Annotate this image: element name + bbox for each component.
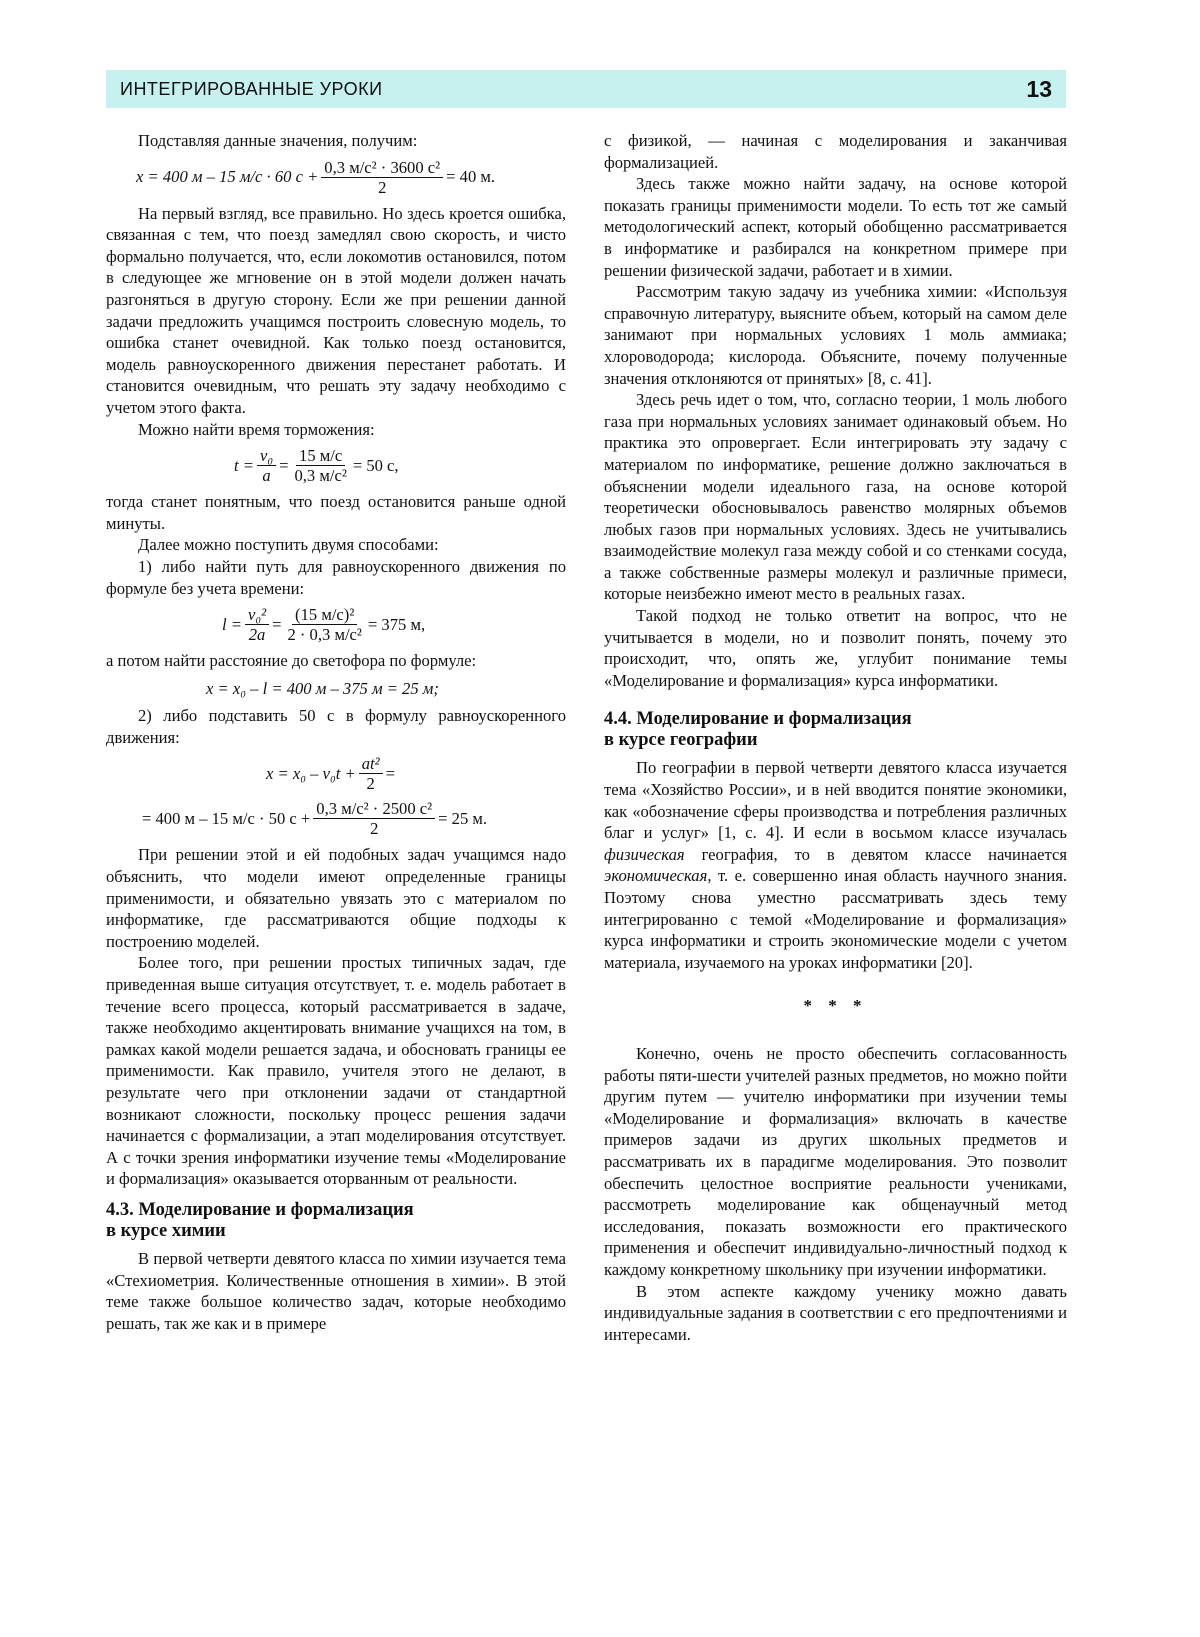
fraction (257, 446, 276, 485)
fraction-denominator: 2 (378, 177, 387, 197)
fraction (245, 605, 269, 644)
equation (106, 605, 566, 644)
paragraph: Рассмотрим такую задачу из учебника химии: «Используя справочную литературу, выясните объем, который на самом деле занимают при нормальных условиях 1 моль аммиака; хлороводорода; кислорода. Объясните, почему полученные значения отклоняются от принятых» [8, с. 41]. (604, 282, 1067, 388)
eq-term: x = 400 м – 15 м/с · 60 с + (136, 167, 319, 187)
paragraph: Более того, при решении простых типичных задач, где приведенная выше ситуация отсутствует, т. е. модель работает в течение всего процесса, который рассматривается в задаче, также необходимо акцентировать внимание учащихся на том, в рамках какой модели решается задача, и обосновать границы ее применимости. Как правило, учителя этого не делают, в результате чего при отклонении задачи от стандартной возникают сложности, поскольку процесс решения задачи начинается с формализации, а этап моделирования отсутствует. А с точки зрения информатики изучение темы «Моделирование и формализация» оказывается оторванным от реальности. (106, 953, 566, 1189)
paragraph: 1) либо найти путь для равноускоренного движения по формуле без учета времени: (106, 556, 566, 598)
eq-term: t = (234, 455, 254, 475)
paragraph: а потом найти расстояние до светофора по формуле: (106, 651, 477, 671)
section-title: ИНТЕГРИРОВАННЫЕ УРОКИ (120, 78, 383, 99)
fraction (284, 605, 364, 644)
paragraph: При решении этой и ей подобных задач учащимся надо объяснить, что модели имеют определенные границы применимости, и обязательно увязать это с материалом по информатике, где рассматриваются общие подходы к построению моделей. (106, 845, 566, 951)
eq-term: = 400 м – 15 м/с · 50 с + (142, 809, 311, 829)
fraction-denominator: 2 · 0,3 м/с² (287, 625, 362, 645)
fraction-numerator: (15 м/с)² (292, 605, 357, 625)
paragraph: На первый взгляд, все правильно. Но здесь кроется ошибка, связанная с тем, что поезд замедлял свою скорость, и чисто формально получается, что, если локомотив остановился, потом в следующее же мгновение он в этой модели должен начать разгоняться в другую сторону. Если же при решении данной задачи предложить учащимся построить словесную модель, то ошибка станет очевидной. Как только поезд остановится, модель равноускоренного движения перестанет работать. И становится очевидным, что решать эту задачу необходимо с учетом этого факта. (106, 203, 566, 417)
paragraph: Далее можно поступить двумя способами: (138, 535, 439, 555)
equation (106, 799, 566, 838)
paragraph: Такой подход не только ответит на вопрос, что не учитывается в модели, но и позволит понять, почему это происходит, что, опять же, углубит понимание темы «Моделирование и формализация» курса информатики. (604, 606, 1067, 690)
equation (106, 158, 566, 197)
emphasis: физическая (604, 844, 685, 864)
paragraph: с физикой, — начиная с моделирования и заканчивая формализацией. (604, 131, 1067, 172)
running-header (106, 70, 1066, 108)
section-break-stars: * * * (803, 996, 868, 1016)
equation (106, 446, 566, 485)
text-run: По географии в первой четверти девятого класса изучается тема «Хозяйство России», и в ней вводится понятие экономики, как «обозначение сферы производства и потребления различных благ и услуг» [1, с. 4]. И если в восьмом классе изучалась (604, 758, 1067, 843)
right-column (604, 130, 1067, 1345)
fraction-numerator: 0,3 м/с² · 3600 с² (321, 158, 443, 178)
fraction (291, 446, 349, 485)
paragraph: тогда станет понятным, что поезд остановится раньше одной минуты. (106, 492, 566, 533)
paragraph: Подставляя данные значения, получим: (138, 131, 418, 150)
fraction-denominator: 0,3 м/с² (294, 466, 347, 486)
eq-term: = (272, 614, 282, 634)
heading-line: 4.3. Моделирование и формализация (106, 1199, 414, 1220)
fraction-denominator: 2 (370, 819, 379, 839)
fraction-numerator: v₀ (257, 446, 276, 466)
paragraph: В первой четверти девятого класса по химии изучается тема «Стехиометрия. Количественные отношения в химии». В этой теме также большое количество задач, которые необходимо решать, так же как и в примере (106, 1248, 566, 1333)
fraction-denominator: a (262, 466, 271, 486)
fraction-numerator: 0,3 м/с² · 2500 с² (313, 799, 435, 819)
fraction-numerator: v₀² (245, 605, 269, 625)
fraction (359, 754, 383, 793)
eq-term: = 25 м. (438, 809, 488, 829)
eq-term: x = x₀ – l = 400 м – 375 м = 25 м; (206, 678, 439, 698)
text-run: , т. е. совершенно иная область научного знания. Поэтому снова уместно рассматривать здесь тему интегрированно с темой «Моделирование и формализация» курса информатики и строить экономические модели с учетом материала, изучаемого на уроках информатики [20]. (604, 866, 1067, 972)
paragraph: Здесь также можно найти задачу, на основе которой показать границы применимости модели. То есть тот же самый методологический аспект, который обобщенно рассматривается в информатике и разбирался на конкретном примере при решении физической задачи, работает и в химии. (604, 174, 1067, 280)
fraction-numerator: 15 м/с (296, 446, 345, 466)
equation (106, 754, 566, 793)
paragraph: Здесь речь идет о том, что, согласно теории, 1 моль любого газа при нормальных условиях занимает одинаковый объем. Но практика это опровергает. Если интегрировать эту задачу с материалом по информатике, решение должно заключаться в объяснении модели идеального газа, на основе которой теоретически обосновывалось равенство молярных объемов любых газов при нормальных условиях. Здесь не учитывались взаимодействие молекул газа между собой и со стенками сосуда, а также собственные размеры молекул и различные примеси, которые неизбежно имеют место в реальных газах. (604, 390, 1067, 604)
fraction-denominator: 2 (366, 774, 375, 794)
paragraph: 2) либо подставить 50 с в формулу равноускоренного движения: (106, 706, 566, 747)
heading-line: в курсе географии (604, 730, 758, 751)
eq-term: = 50 с, (352, 455, 399, 475)
fraction-denominator: 2a (248, 625, 266, 645)
equation (106, 678, 566, 700)
eq-term: = (385, 764, 395, 784)
eq-term: x = x₀ – v₀t + (266, 764, 356, 784)
paragraph (604, 757, 1067, 973)
fraction-numerator: at² (359, 754, 383, 774)
eq-term: = (279, 455, 289, 475)
section-heading (106, 1200, 566, 1242)
text-run: география, то в девятом классе начинается (684, 844, 1067, 864)
emphasis: экономическая (604, 866, 708, 886)
eq-term: l = (222, 614, 242, 634)
heading-line: в курсе химии (106, 1220, 226, 1241)
page-number: 13 (1026, 75, 1052, 102)
paragraph: В этом аспекте каждому ученику можно давать индивидуальные задания в соответствии с его предпочтениями и интересами. (604, 1281, 1067, 1344)
left-column (106, 130, 566, 1334)
paragraph: Конечно, очень не просто обеспечить согласованность работы пяти-шести учителей разных предметов, но можно пойти другим путем — учителю информатики при изучении темы «Моделирование и формализация» включать в качестве примеров задачи из других школьных предметов и рассматривать их в парадигме моделирования. Это позволит обеспечить целостное восприятие реальности учениками, рассмотреть моделирование как общенаучный метод исследования, показать возможности его практического применения и обеспечит индивидуально-личностный подход к каждому конкретному школьнику при изучении информатики. (604, 1043, 1067, 1279)
fraction (321, 158, 443, 197)
eq-term: = 375 м, (367, 614, 426, 634)
section-heading (604, 709, 1067, 751)
heading-line: 4.4. Моделирование и формализация (604, 709, 912, 730)
eq-term: = 40 м. (446, 167, 496, 187)
fraction (313, 799, 435, 838)
paragraph: Можно найти время торможения: (138, 419, 375, 439)
